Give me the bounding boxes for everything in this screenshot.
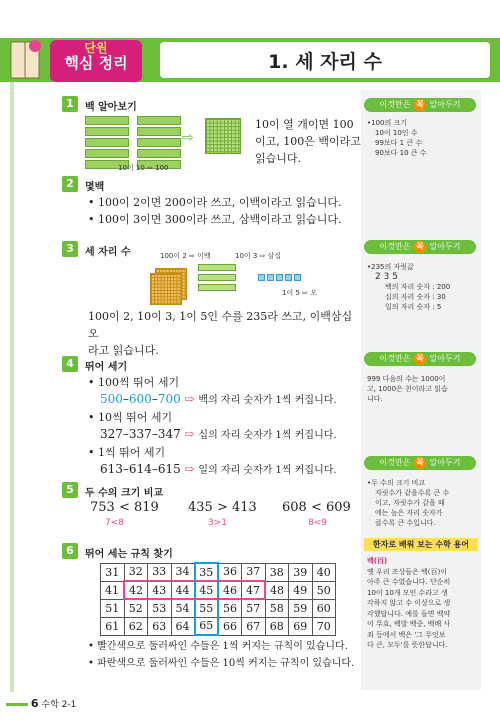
tip-1-line: 90보다 10 큰 수 <box>375 149 427 157</box>
tip-3-line: 고, 1000은 천이라고 읽습 <box>367 385 448 393</box>
section-5-title: 두 수의 크기 비교 <box>85 488 164 499</box>
skip-1-heading: • 1씩 뛰어 세기 <box>88 446 166 459</box>
number-cell: 52 <box>124 599 148 617</box>
tip-1-body <box>367 118 477 158</box>
tip-3-kkok: 꼭 <box>414 353 426 365</box>
hanja-line: 아주 큰 수였습니다. 단순히 <box>367 578 451 586</box>
ten-rods <box>198 262 258 302</box>
section-2-bullet2: • 100이 3이면 300이라 쓰고, 삼백이라고 읽습니다. <box>88 213 342 226</box>
number-cell: 57 <box>242 599 266 617</box>
number-cell: 45 <box>195 581 219 599</box>
compare-3-note: 8<9 <box>308 518 327 528</box>
tip-2-line: 십의 자리 숫자 : 30 <box>385 293 446 301</box>
number-cell: 70 <box>312 617 336 635</box>
section-1-text <box>255 116 361 167</box>
compare-2-note: 3>1 <box>208 518 227 528</box>
compare-1-note: 7<8 <box>105 518 124 528</box>
page-title: 1. 세 자리 수 <box>268 50 382 73</box>
skip-100-row: 500–600–700 ⇨ 백의 자리 숫자가 1씩 커집니다. <box>100 392 337 406</box>
skip-1-label: 1씩 뛰어 세기 <box>98 446 166 459</box>
tip-1-line: •100의 크기 <box>367 119 408 127</box>
tip-3-post: 알아두기 <box>429 354 461 363</box>
skip-100-c: 700 <box>157 392 181 406</box>
page-title-box <box>160 42 490 78</box>
skip-1-desc: 일의 자리 숫자가 1씩 커집니다. <box>198 465 337 476</box>
number-table <box>100 562 336 636</box>
section-1-line3: 읽습니다. <box>255 152 302 165</box>
number-cell: 50 <box>312 581 336 599</box>
section-4-title: 뛰어 세기 <box>85 362 128 373</box>
number-cell: 66 <box>218 617 242 635</box>
section-2-line2: 100이 3이면 300이라 쓰고, 삼백이라고 읽습니다. <box>98 213 342 226</box>
footer <box>6 697 76 710</box>
page-number: 6 <box>30 697 39 710</box>
footer-label: 수학 2-1 <box>41 700 77 710</box>
tip-header-3 <box>364 352 476 366</box>
number-cell: 38 <box>265 563 289 581</box>
section-2-line1: 100이 2이면 200이라 쓰고, 이백이라고 읽습니다. <box>98 196 342 209</box>
number-cell: 63 <box>148 617 172 635</box>
left-rule <box>10 82 14 692</box>
label-ones: 1이 5 ⇨ 오 <box>282 289 317 297</box>
tip-3-line: 니다. <box>367 395 383 403</box>
label-hundreds: 100이 2 ⇨ 이백 <box>160 252 211 260</box>
tip-2-post: 알아두기 <box>429 242 461 251</box>
number-cell: 60 <box>312 599 336 617</box>
tip-4-line: 자릿수가 같을수록 큰 수 <box>375 489 450 497</box>
tip-1-post: 알아두기 <box>429 100 461 109</box>
section-6-notes <box>88 638 363 672</box>
tip-4-kkok: 꼭 <box>414 457 426 469</box>
hanja-line: 이 무효, 백발 백중, 백배 사 <box>367 620 451 628</box>
tip-2-line: 일의 자리 숫자 : 5 <box>385 303 442 311</box>
skip-10-b: 337 <box>128 427 152 441</box>
skip-100-a: 500 <box>100 392 123 406</box>
tip-4-post: 알아두기 <box>429 458 461 467</box>
number-cell: 41 <box>101 581 125 599</box>
badge-top: 단원 <box>84 41 108 55</box>
section-2-title: 몇백 <box>85 182 105 193</box>
number-cell: 47 <box>242 581 266 599</box>
tip-4-line: 이고, 자릿수가 같을 때 <box>375 499 445 507</box>
tip-header-4 <box>364 456 476 470</box>
arrow-icon: ⇨ <box>182 130 194 146</box>
section-1-number: 1 <box>62 96 78 112</box>
number-row <box>101 617 336 635</box>
number-cell: 68 <box>265 617 289 635</box>
skip-10-heading: • 10씩 뛰어 세기 <box>88 411 173 424</box>
tip-3-body <box>367 374 477 404</box>
hanja-line: 10이 10개 모인 수라고 생 <box>367 588 448 597</box>
skip-100-heading: • 100씩 뛰어 세기 <box>88 376 180 389</box>
number-cell: 56 <box>218 599 242 617</box>
hanja-header: 한자로 배워 보는 수학 용어 <box>364 538 478 551</box>
hanja-line: 각하지 않고 수 이상으로 생 <box>367 599 451 607</box>
hanja-line: 옛 우리 조상들은 백(百)이 <box>367 567 447 576</box>
ten-rods-illustration <box>85 116 195 166</box>
section-2-number: 2 <box>62 176 78 192</box>
skip-100-label: 100씩 뛰어 세기 <box>98 376 180 389</box>
tip-1-line: 99보다 1 큰 수 <box>375 139 423 147</box>
section-6-number: 6 <box>62 543 78 559</box>
section-4-number: 4 <box>62 356 78 372</box>
skip-10-a: 327 <box>100 427 123 441</box>
hundred-flat-illustration <box>205 118 241 154</box>
number-cell: 65 <box>195 617 219 635</box>
tip-4-line: 에는 높은 자리 숫자가 <box>375 509 443 517</box>
skip-1-row: 613–614–615 ⇨ 일의 자리 숫자가 1씩 커집니다. <box>100 462 337 476</box>
tip-2-line: •235의 자릿값 <box>367 263 414 271</box>
number-cell: 59 <box>289 599 313 617</box>
tip-4-line: •두 수의 크기 비교 <box>367 479 426 487</box>
skip-count-list <box>88 374 358 479</box>
hanja-line: 죄 등에서 백은 '그 무엇보 <box>367 630 446 639</box>
number-cell: 54 <box>171 599 195 617</box>
skip-10-c: 347 <box>157 427 181 441</box>
number-cell: 62 <box>124 617 148 635</box>
section-3-number: 3 <box>62 241 78 257</box>
number-cell: 32 <box>124 563 148 581</box>
number-chart <box>100 562 336 636</box>
number-cell: 44 <box>171 581 195 599</box>
number-cell: 48 <box>265 581 289 599</box>
number-cell: 61 <box>101 617 125 635</box>
tip-3-line: 999 다음의 수는 1000이 <box>367 375 446 383</box>
tip-4-line: 클수록 큰 수입니다. <box>375 519 436 527</box>
label-tens: 10이 3 ⇨ 삼십 <box>235 252 282 260</box>
tip-header-2 <box>364 240 476 254</box>
number-cell: 58 <box>265 599 289 617</box>
section-2-bullet1: • 100이 2이면 200이라 쓰고, 이백이라고 읽습니다. <box>88 196 342 209</box>
skip-1-a: 613 <box>100 462 123 476</box>
compare-3: 608 < 609 <box>282 500 351 515</box>
skip-100-b: 600 <box>128 392 152 406</box>
number-cell: 51 <box>101 599 125 617</box>
skip-1-b: 614 <box>128 462 152 476</box>
tip-header-1 <box>364 98 476 112</box>
skip-10-label: 10씩 뛰어 세기 <box>98 411 173 424</box>
section-3-line2: 라고 읽습니다. <box>88 344 159 357</box>
tip-2-body <box>367 262 477 312</box>
ones-cubes <box>258 274 308 284</box>
section-6-line1: 빨간색으로 둘러싸인 수들은 1씩 커지는 규칙이 있습니다. <box>97 641 348 652</box>
number-row <box>101 581 336 599</box>
number-cell: 64 <box>171 617 195 635</box>
hanja-line: 백(百) <box>367 557 388 565</box>
hanja-body <box>367 556 477 651</box>
skip-10-row: 327–337–347 ⇨ 십의 자리 숫자가 1씩 커집니다. <box>100 427 337 441</box>
number-cell: 34 <box>171 563 195 581</box>
compare-1: 753 < 819 <box>90 500 159 515</box>
section-1-caption: 10이 10 ⇨ 100 <box>118 164 169 172</box>
tip-2-line: 백의 자리 숫자 : 200 <box>385 283 451 291</box>
skip-100-desc: 백의 자리 숫자가 1씩 커집니다. <box>198 395 337 406</box>
tip-4-pre: 이것만은 <box>379 458 411 467</box>
number-cell: 46 <box>218 581 242 599</box>
number-cell: 31 <box>101 563 125 581</box>
section-1-line1: 10이 열 개이면 100 <box>255 118 354 131</box>
tip-2-kkok: 꼭 <box>414 241 426 253</box>
section-3-text <box>88 308 358 359</box>
section-6-line2: 파란색으로 둘러싸인 수들은 10씩 커지는 규칙이 있습니다. <box>97 658 355 669</box>
section-5-number: 5 <box>62 482 78 498</box>
section-6-bullet1: • 빨간색으로 둘러싸인 수들은 1씩 커지는 규칙이 있습니다. <box>88 641 348 652</box>
number-cell: 39 <box>289 563 313 581</box>
tip-1-line: 10이 10인 수 <box>375 129 418 137</box>
tip-2-line: 2 3 5 <box>375 272 398 282</box>
tip-2-pre: 이것만은 <box>379 242 411 251</box>
number-cell: 67 <box>242 617 266 635</box>
book-illustration-icon <box>5 36 45 86</box>
number-cell: 40 <box>312 563 336 581</box>
section-1-line2: 이고, 100은 백이라고 <box>255 135 361 148</box>
number-cell: 42 <box>124 581 148 599</box>
hanja-line: 다 큰, 모두'를 뜻한답니다. <box>367 641 448 649</box>
tip-3-pre: 이것만은 <box>379 354 411 363</box>
hundred-block-2 <box>150 273 182 305</box>
number-cell: 55 <box>195 599 219 617</box>
hanja-line: 각했답니다. 예를 들면 백약 <box>367 609 451 618</box>
tip-1-kkok: 꼭 <box>414 99 426 111</box>
section-1-title: 백 알아보기 <box>85 102 137 113</box>
number-row <box>101 563 336 581</box>
number-cell: 33 <box>148 563 172 581</box>
number-cell: 69 <box>289 617 313 635</box>
number-cell: 36 <box>218 563 242 581</box>
number-row <box>101 599 336 617</box>
number-cell: 49 <box>289 581 313 599</box>
number-cell: 43 <box>148 581 172 599</box>
unit-badge <box>50 40 142 82</box>
badge-bottom: 핵심 정리 <box>64 54 128 73</box>
section-6-title: 뛰어 세는 규칙 찾기 <box>85 549 173 560</box>
skip-1-c: 615 <box>157 462 181 476</box>
section-3-line1: 100이 2, 10이 3, 1이 5인 수를 235라 쓰고, 이백삼십오 <box>88 310 353 340</box>
tip-4-body <box>367 478 477 528</box>
tip-1-pre: 이것만은 <box>379 100 411 109</box>
skip-10-desc: 십의 자리 숫자가 1씩 커집니다. <box>198 430 337 441</box>
section-3-title: 세 자리 수 <box>85 247 131 258</box>
compare-2: 435 > 413 <box>188 500 257 515</box>
number-cell: 37 <box>242 563 266 581</box>
number-cell: 35 <box>195 563 219 581</box>
number-cell: 53 <box>148 599 172 617</box>
section-6-bullet2: • 파란색으로 둘러싸인 수들은 10씩 커지는 규칙이 있습니다. <box>88 658 355 669</box>
